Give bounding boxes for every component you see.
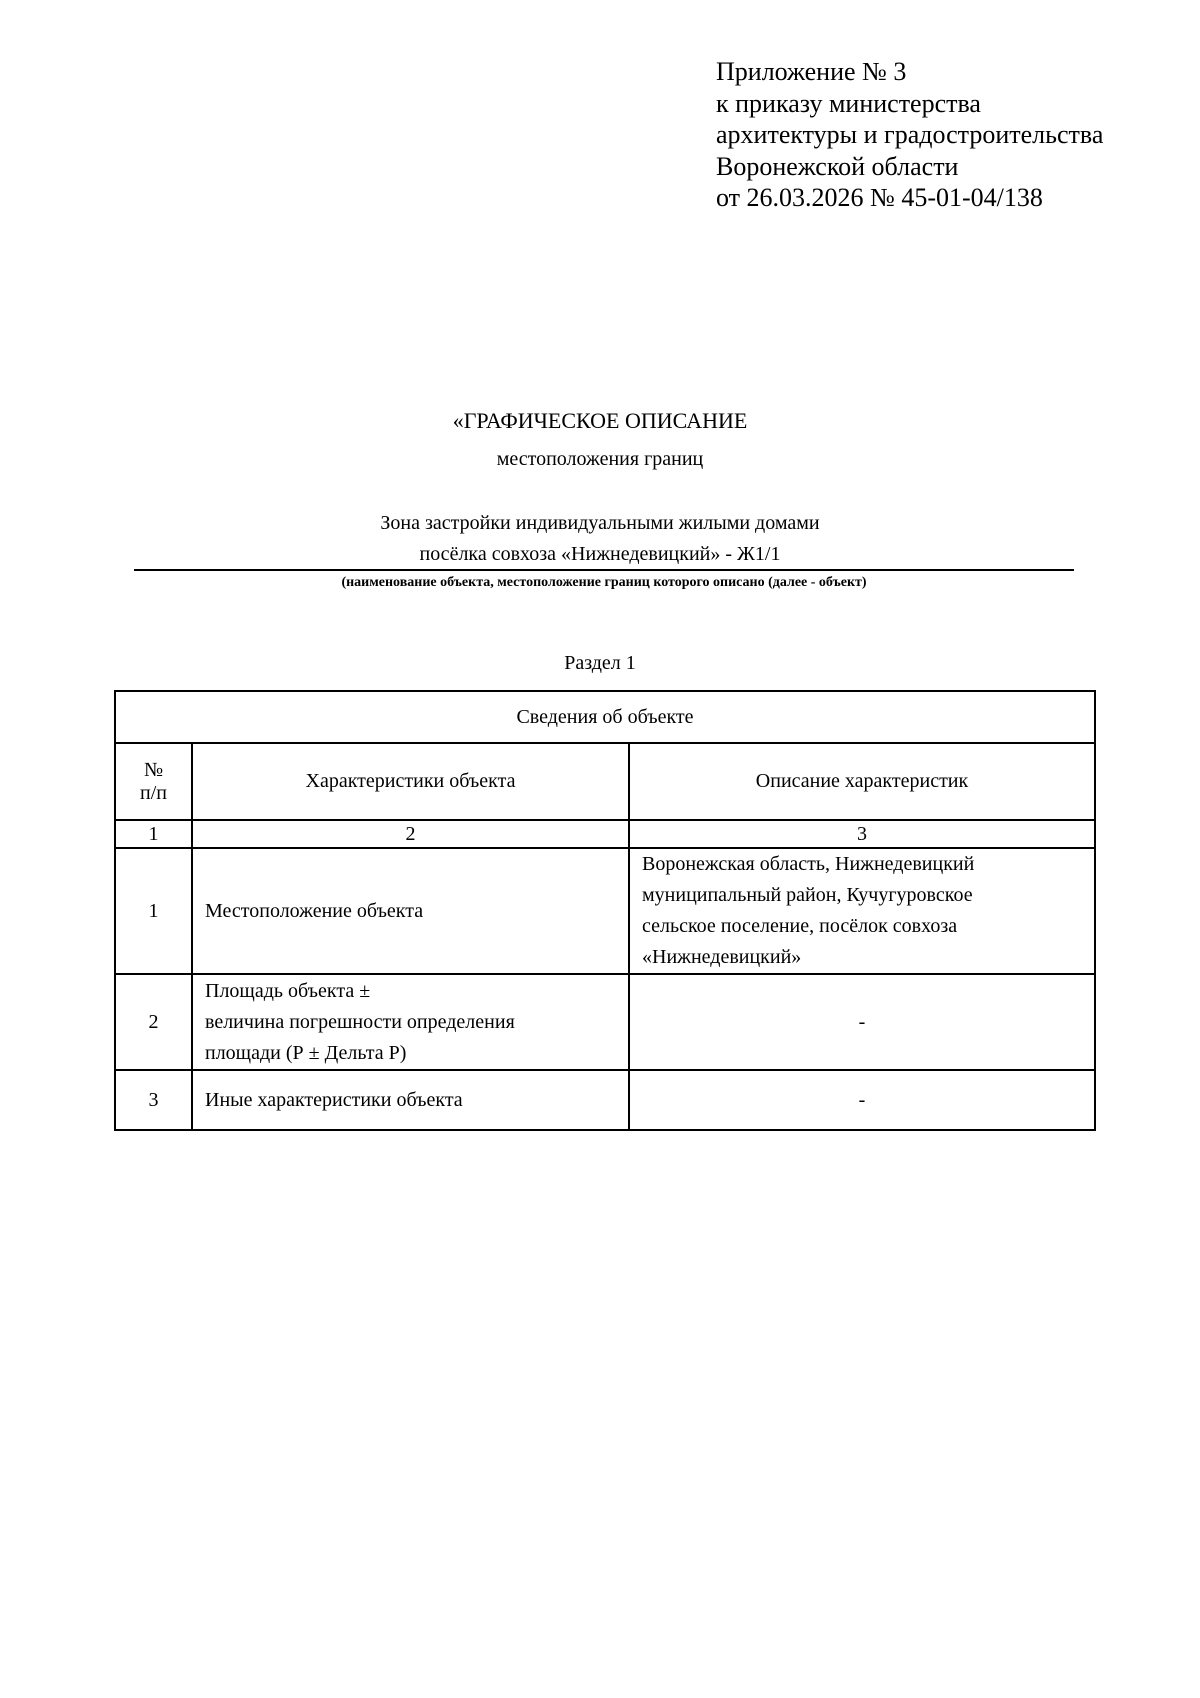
column-index: 2	[192, 820, 629, 848]
description-line: муниципальный район, Кучугуровское	[642, 884, 973, 906]
appendix-header	[716, 56, 1186, 214]
row-characteristic	[192, 1070, 629, 1130]
row-number: 3	[115, 1070, 192, 1130]
object-name-line1: Зона застройки индивидуальными жилыми домами	[380, 512, 820, 534]
row-characteristic	[192, 848, 629, 974]
characteristic-line: Площадь объекта ±	[205, 979, 371, 1002]
row-description	[629, 848, 1095, 974]
appendix-line: Воронежской области	[716, 151, 959, 181]
column-index: 1	[115, 820, 192, 848]
column-index: 3	[629, 820, 1095, 848]
table-row	[115, 848, 1095, 974]
table-caption-row	[115, 691, 1095, 743]
header-description: Описание характеристик	[629, 743, 1095, 820]
table-caption: Сведения об объекте	[115, 691, 1095, 743]
table-row	[115, 1070, 1095, 1130]
object-name-underline	[134, 569, 1074, 571]
object-name-line2: посёлка совхоза «Нижнедевицкий» - Ж1/1	[419, 543, 781, 565]
characteristic-line: площади (Р ± Дельта Р)	[205, 1041, 407, 1064]
object-name-caption: (наименование объекта, местоположение границ которого описано (далее - объект)	[341, 575, 867, 590]
header-characteristics: Характеристики объекта	[192, 743, 629, 820]
document-subtitle: местоположения границ	[496, 448, 704, 470]
section-title: Раздел 1	[564, 652, 636, 674]
characteristic-line: Иные характеристики объекта	[205, 1088, 463, 1111]
document-title: «ГРАФИЧЕСКОЕ ОПИСАНИЕ	[452, 408, 748, 433]
table-header-row	[115, 743, 1095, 820]
header-num-abbr: п/п	[140, 781, 167, 804]
object-info-table	[114, 690, 1096, 1131]
description-line: сельское поселение, посёлок совхоза	[642, 915, 958, 937]
row-number: 2	[115, 974, 192, 1070]
appendix-date-number: от 26.03.2026 № 45-01-04/138	[716, 183, 1043, 212]
appendix-line: к приказу министерства	[716, 88, 981, 118]
table-row	[115, 974, 1095, 1070]
row-number: 1	[115, 848, 192, 974]
characteristic-line: величина погрешности определения	[205, 1010, 515, 1033]
appendix-line: архитектуры и градостроительства	[716, 120, 1104, 149]
header-num	[115, 743, 192, 820]
header-num-symbol: №	[143, 758, 164, 781]
description-line: «Нижнедевицкий»	[642, 946, 802, 968]
row-characteristic	[192, 974, 629, 1070]
column-index-row	[115, 820, 1095, 848]
row-description: -	[629, 1070, 1095, 1130]
row-description: -	[629, 974, 1095, 1070]
description-line: Воронежская область, Нижнедевицкий	[642, 853, 975, 875]
characteristic-line: Местоположение объекта	[205, 899, 424, 922]
appendix-line: Приложение № 3	[716, 57, 907, 86]
